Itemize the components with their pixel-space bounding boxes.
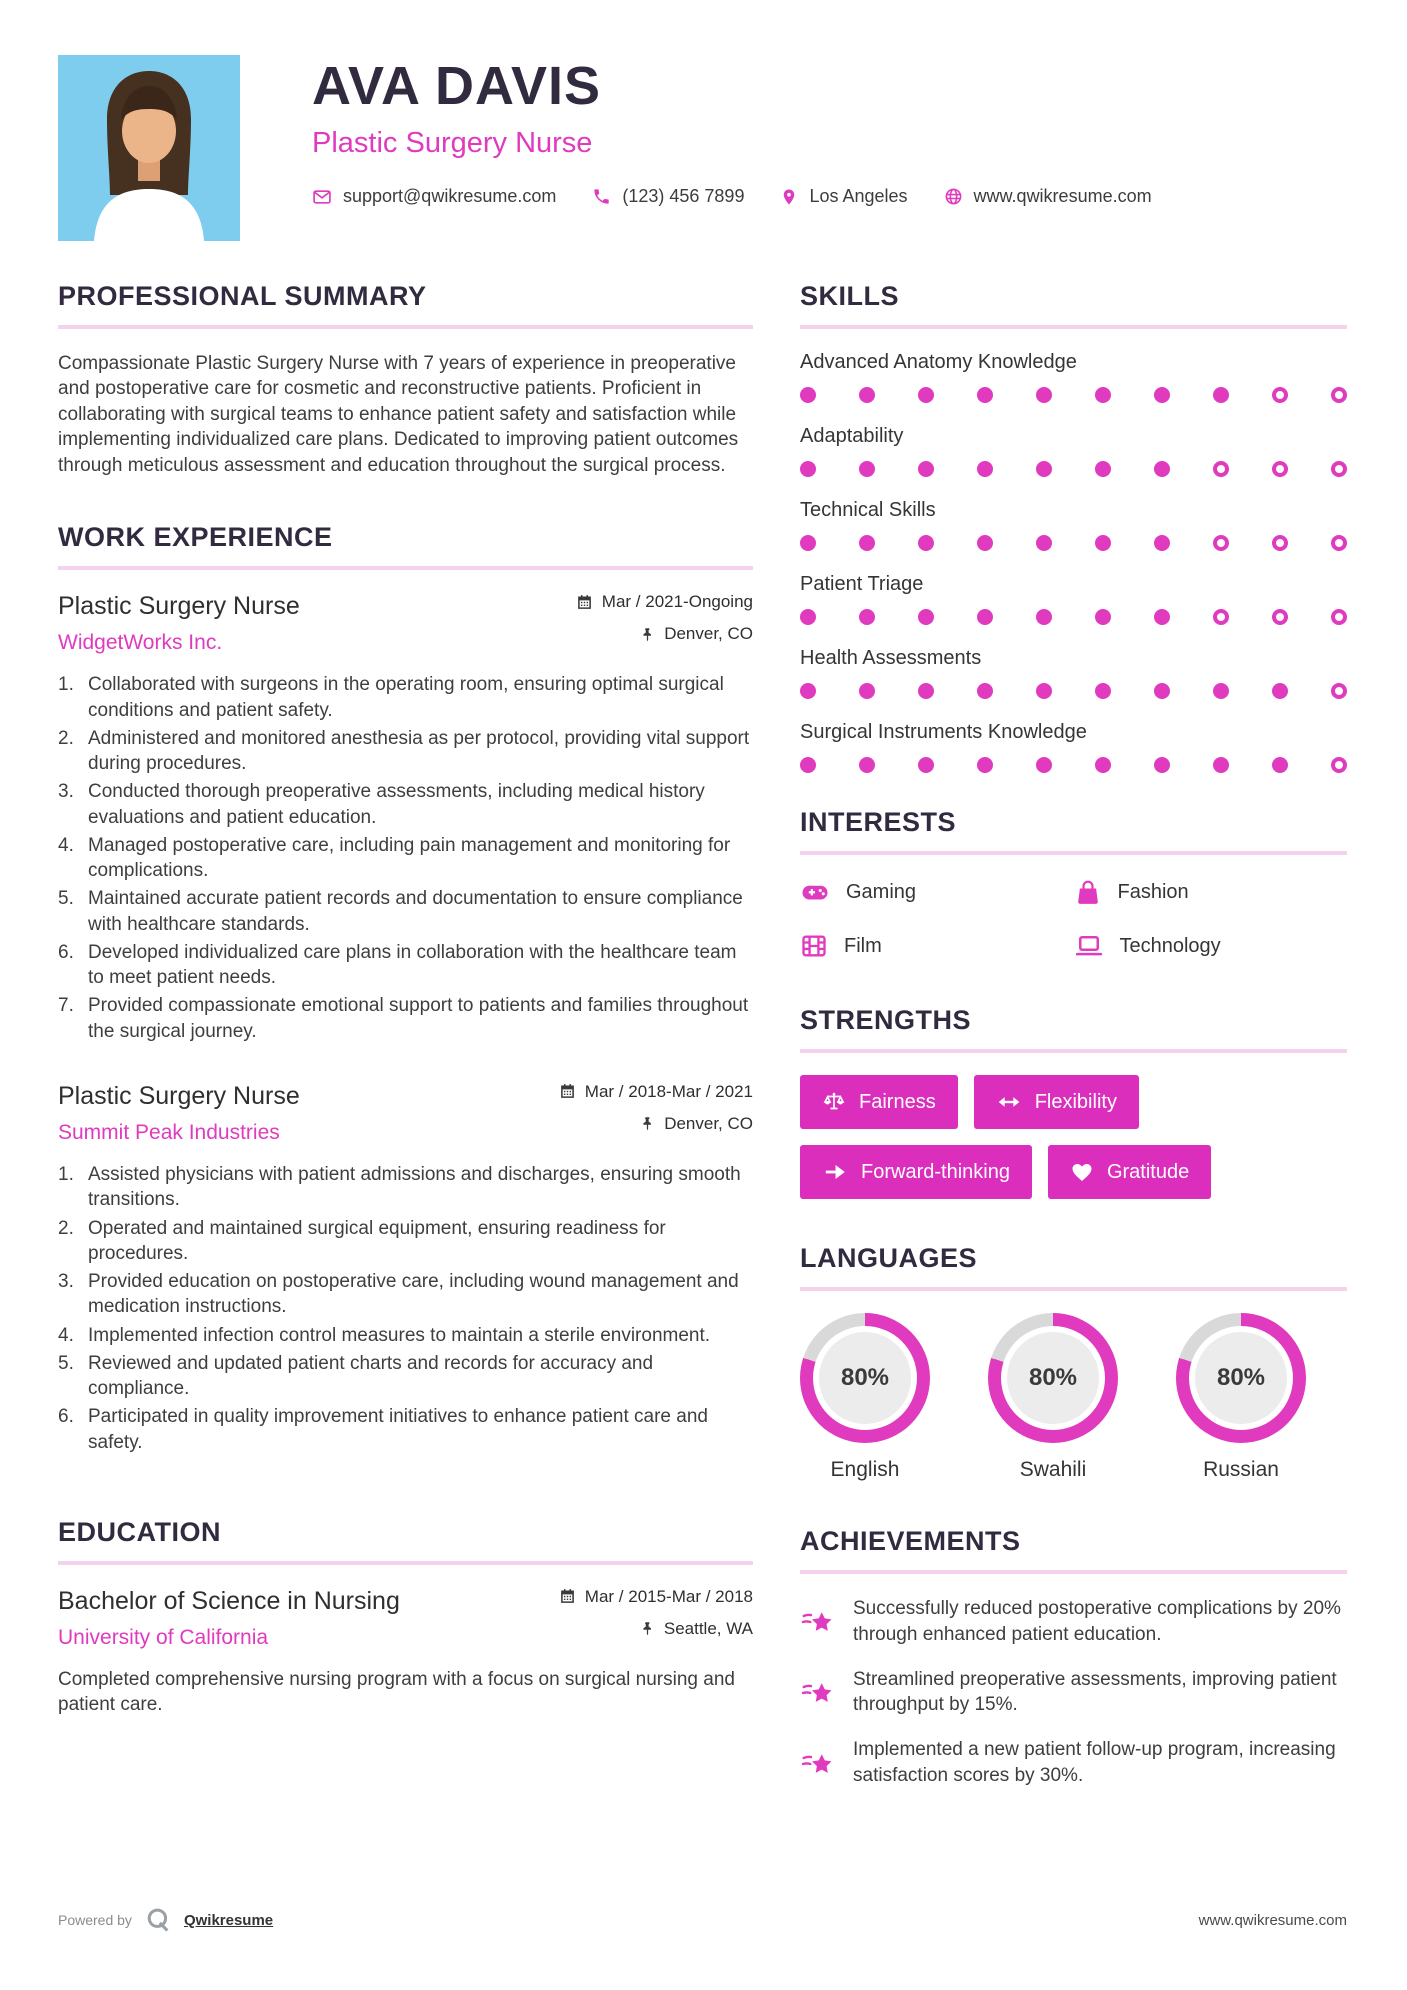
skill-dot-empty (1213, 535, 1229, 551)
section-work-experience (58, 522, 753, 1455)
job-title: Plastic Surgery Nurse (58, 1081, 300, 1110)
skill-dot-filled (918, 387, 934, 403)
skill-dot-empty (1331, 535, 1347, 551)
skill-dot-filled (800, 461, 816, 477)
skill-dot-filled (977, 757, 993, 773)
strength-badge-fairness (800, 1075, 958, 1129)
languages-list (800, 1313, 1347, 1482)
job-dates (559, 1082, 753, 1102)
contact-phone-text: (123) 456 7899 (622, 186, 745, 206)
achievement-item (800, 1596, 1347, 1648)
skill-dot-filled (800, 387, 816, 403)
strength-label: Flexibility (1034, 1090, 1117, 1113)
job-duty: Developed individualized care plans in collaboration with the healthcare team to meet patient needs. (88, 941, 737, 989)
pushpin-icon (640, 1116, 655, 1131)
donut-center-disc (819, 1332, 911, 1424)
skill-dot-empty (1331, 609, 1347, 625)
skill-dot-empty (1272, 387, 1288, 403)
contact-row (312, 186, 1152, 207)
achievement-text: Streamlined preoperative assessments, improving patient throughput by 15%. (853, 1668, 1337, 1716)
skill-dot-filled (977, 609, 993, 625)
achievements-divider (800, 1570, 1347, 1574)
skill-dot-filled (1036, 461, 1052, 477)
skills-heading: SKILLS (800, 281, 900, 311)
interest-item (800, 877, 1074, 907)
job-location (559, 1114, 753, 1134)
skill-dot-empty (1272, 461, 1288, 477)
strength-badge-flexibility (974, 1075, 1139, 1129)
skill-rating (800, 461, 1347, 477)
job-title: Plastic Surgery Nurse (58, 592, 300, 621)
strength-badge-forward-thinking (800, 1145, 1032, 1199)
skill-rating (800, 683, 1347, 699)
skills-list (800, 351, 1347, 773)
shooting-star-icon (800, 1596, 836, 1648)
donut-hole (1189, 1326, 1293, 1430)
skill-dot-filled (1036, 683, 1052, 699)
skill-row (800, 573, 1347, 625)
right-column (800, 281, 1347, 1833)
languages-divider (800, 1287, 1347, 1291)
skill-rating (800, 387, 1347, 403)
skill-dot-filled (1154, 535, 1170, 551)
shooting-star-icon (800, 1737, 836, 1789)
job-duty: Reviewed and updated patient charts and records for accuracy and compliance. (88, 1352, 654, 1400)
pushpin-icon (640, 627, 655, 642)
calendar-icon (559, 1083, 576, 1100)
achievement-item (800, 1737, 1347, 1789)
skill-dot-filled (1095, 387, 1111, 403)
job-header (58, 1082, 753, 1146)
footer-branding (58, 1906, 273, 1934)
section-languages (800, 1243, 1347, 1482)
skill-dot-filled (1095, 683, 1111, 699)
profile-photo-illustration (58, 55, 240, 241)
language-item (800, 1313, 930, 1482)
skill-dot-filled (1272, 757, 1288, 773)
skill-dot-filled (977, 461, 993, 477)
contact-email[interactable] (312, 186, 556, 207)
job-duty: Operated and maintained surgical equipment, ensuring readiness for procedures. (88, 1217, 666, 1264)
interest-label: Film (844, 934, 882, 957)
skill-dot-filled (1095, 461, 1111, 477)
heart-icon (1070, 1160, 1094, 1184)
skill-name: Technical Skills (800, 499, 936, 521)
interests-divider (800, 851, 1347, 855)
skill-name: Adaptability (800, 425, 904, 447)
contact-email-text: support@qwikresume.com (343, 186, 557, 206)
interest-item (800, 931, 1074, 961)
skill-dot-empty (1272, 535, 1288, 551)
skill-row (800, 425, 1347, 477)
skill-name: Patient Triage (800, 573, 924, 595)
job-entry (58, 592, 753, 1044)
pushpin-icon (640, 1621, 655, 1636)
language-name: English (830, 1458, 900, 1481)
header-info (312, 55, 1152, 241)
job-meta (576, 592, 753, 656)
skill-row (800, 351, 1347, 403)
job-duty: Maintained accurate patient records and documentation to ensure compliance with healthcare standards. (88, 888, 743, 935)
education-heading: EDUCATION (58, 1516, 221, 1547)
skill-dot-empty (1272, 609, 1288, 625)
skills-divider (800, 325, 1347, 329)
education-title-block (58, 1587, 400, 1650)
donut-center-disc (1007, 1332, 1099, 1424)
job-company: WidgetWorks Inc. (58, 631, 223, 655)
education-degree: Bachelor of Science in Nursing (58, 1586, 400, 1615)
skill-dot-filled (859, 683, 875, 699)
strengths-heading: STRENGTHS (800, 1005, 972, 1035)
skill-dot-filled (977, 535, 993, 551)
donut-hole (813, 1326, 917, 1430)
skill-dot-filled (1154, 461, 1170, 477)
skill-dot-filled (1036, 535, 1052, 551)
laptop-icon (1074, 931, 1104, 961)
job-duty: Provided compassionate emotional support to patients and families throughout the surgical journey. (88, 995, 749, 1042)
job-meta (559, 1082, 753, 1146)
section-achievements (800, 1526, 1347, 1789)
interest-label: Fashion (1117, 880, 1189, 903)
strengths-list (800, 1075, 1347, 1199)
skill-dot-filled (1036, 387, 1052, 403)
language-percent: 80% (1028, 1364, 1078, 1391)
strength-label: Gratitude (1106, 1160, 1190, 1183)
job-title-block (58, 592, 300, 655)
summary-heading: PROFESSIONAL SUMMARY (58, 281, 427, 311)
section-summary (58, 281, 753, 478)
calendar-icon (559, 1588, 576, 1605)
footer (58, 1906, 1347, 1934)
education-description: Completed comprehensive nursing program with a focus on surgical nursing and patient care. (58, 1668, 735, 1716)
film-icon (800, 932, 828, 960)
education-header (58, 1587, 753, 1651)
interest-item (1074, 931, 1348, 961)
section-strengths (800, 1005, 1347, 1199)
skill-dot-empty (1331, 757, 1347, 773)
skill-dot-filled (800, 609, 816, 625)
education-meta (559, 1587, 753, 1651)
skill-dot-filled (918, 461, 934, 477)
education-dates (559, 1587, 753, 1607)
skill-dot-filled (977, 683, 993, 699)
donut-hole (1001, 1326, 1105, 1430)
skill-dot-filled (1154, 757, 1170, 773)
job-dates-text: Mar / 2018-Mar / 2021 (584, 1081, 753, 1101)
interest-item (1074, 877, 1348, 907)
skill-dot-empty (1213, 461, 1229, 477)
skill-dot-filled (1213, 757, 1229, 773)
skill-dot-empty (1331, 387, 1347, 403)
globe-icon (944, 187, 963, 206)
achievements-list (800, 1596, 1347, 1789)
language-percent: 80% (840, 1364, 890, 1391)
skill-dot-filled (859, 609, 875, 625)
skill-dot-filled (918, 609, 934, 625)
donut-center-disc (1195, 1332, 1287, 1424)
header (0, 0, 1407, 241)
skill-rating (800, 535, 1347, 551)
skill-dot-filled (977, 387, 993, 403)
achievement-text: Successfully reduced postoperative complications by 20% through enhanced patient education. (853, 1598, 1341, 1645)
skill-dot-filled (1036, 757, 1052, 773)
strength-label: Forward-thinking (861, 1160, 1010, 1183)
education-school: University of California (58, 1625, 269, 1649)
job-duty: Collaborated with surgeons in the operating room, ensuring optimal surgical conditions and patient safety. (88, 674, 724, 721)
skill-dot-filled (1154, 683, 1170, 699)
footer-website-link[interactable]: www.qwikresume.com (1198, 1911, 1347, 1929)
job-header (58, 592, 753, 656)
profile-photo (58, 55, 240, 241)
section-interests (800, 807, 1347, 961)
skill-dot-filled (859, 461, 875, 477)
strength-label: Fairness (859, 1090, 936, 1113)
interests-list (800, 877, 1347, 961)
handbag-icon (1074, 878, 1102, 906)
skill-dot-empty (1331, 683, 1347, 699)
language-name: Swahili (1019, 1458, 1087, 1481)
strength-badge-gratitude (1048, 1145, 1211, 1199)
candidate-title: Plastic Surgery Nurse (312, 127, 593, 159)
language-donut-chart (988, 1313, 1118, 1443)
skill-rating (800, 609, 1347, 625)
skill-name: Health Assessments (800, 647, 982, 669)
skill-dot-empty (1213, 609, 1229, 625)
achievements-heading: ACHIEVEMENTS (800, 1526, 1021, 1556)
job-location (576, 624, 753, 644)
main-content (0, 281, 1407, 1833)
skill-row (800, 647, 1347, 699)
education-location (559, 1619, 753, 1639)
skill-dot-filled (1154, 609, 1170, 625)
job-duty: Administered and monitored anesthesia as per protocol, providing vital support during procedures. (88, 727, 750, 775)
skill-dot-filled (859, 535, 875, 551)
contact-location (780, 186, 907, 207)
work-divider (58, 566, 753, 570)
skill-dot-empty (1331, 461, 1347, 477)
envelope-icon (312, 187, 332, 207)
gamepad-icon (800, 877, 830, 907)
contact-website[interactable] (944, 186, 1152, 207)
candidate-name: AVA DAVIS (312, 56, 602, 116)
interest-label: Gaming (846, 880, 917, 903)
powered-by-text: Powered by (58, 1912, 132, 1928)
language-name: Russian (1203, 1458, 1279, 1481)
job-duty: Assisted physicians with patient admissions and discharges, ensuring smooth transitions. (88, 1163, 741, 1211)
skill-dot-filled (1095, 535, 1111, 551)
skill-dot-filled (800, 683, 816, 699)
skill-row (800, 499, 1347, 551)
skill-name: Surgical Instruments Knowledge (800, 721, 1087, 743)
job-duty: Participated in quality improvement initiatives to enhance patient care and safety. (88, 1406, 708, 1453)
language-item (1176, 1313, 1306, 1482)
location-pin-icon (780, 188, 798, 206)
qwikresume-logo-icon (144, 1906, 172, 1934)
shooting-star-icon (800, 1667, 836, 1719)
skill-dot-filled (859, 387, 875, 403)
left-column (58, 281, 753, 1833)
skill-dot-filled (1095, 757, 1111, 773)
summary-divider (58, 325, 753, 329)
language-donut-chart (800, 1313, 930, 1443)
calendar-icon (576, 594, 593, 611)
work-heading: WORK EXPERIENCE (58, 522, 333, 553)
job-company: Summit Peak Industries (58, 1120, 280, 1144)
skill-rating (800, 757, 1347, 773)
skill-dot-filled (918, 757, 934, 773)
contact-phone (592, 186, 744, 207)
skill-dot-filled (800, 757, 816, 773)
strengths-divider (800, 1049, 1347, 1053)
skill-dot-filled (800, 535, 816, 551)
qwikresume-brand-link[interactable]: Qwikresume (183, 1911, 274, 1929)
phone-icon (592, 187, 611, 206)
languages-heading: LANGUAGES (800, 1243, 978, 1273)
skill-dot-filled (918, 683, 934, 699)
skill-row (800, 721, 1347, 773)
language-donut-chart (1176, 1313, 1306, 1443)
skill-dot-filled (918, 535, 934, 551)
interests-heading: INTERESTS (800, 807, 957, 837)
job-duties (58, 1162, 753, 1455)
achievement-text: Implemented a new patient follow-up program, increasing satisfaction scores by 30%. (853, 1739, 1336, 1787)
language-percent: 80% (1216, 1364, 1266, 1391)
job-duty: Provided education on postoperative care, including wound management and medication instructions. (88, 1271, 739, 1318)
skill-dot-filled (859, 757, 875, 773)
skill-dot-filled (1095, 609, 1111, 625)
section-education (58, 1517, 753, 1718)
right-arrow-icon (822, 1159, 848, 1185)
left-right-arrow-icon (996, 1089, 1022, 1115)
job-dates (576, 592, 753, 612)
job-duty: Managed postoperative care, including pain management and monitoring for complications. (88, 834, 731, 882)
education-divider (58, 1561, 753, 1565)
section-skills (800, 281, 1347, 773)
summary-text: Compassionate Plastic Surgery Nurse with 7 years of experience in preoperative and postoperative care for cosmetic and reconstructive patients. Proficient in collaborating with surgical teams to enhance patient safety and satisfaction while implementing individualized care plans. Dedicated to improving patient outcomes through meticulous assessment and education throughout the surgical process. (58, 353, 739, 476)
job-duty: Conducted thorough preoperative assessments, including medical history evaluations and patient education. (88, 781, 705, 828)
contact-website-text: www.qwikresume.com (973, 186, 1152, 206)
achievement-item (800, 1667, 1347, 1719)
skill-dot-filled (1272, 683, 1288, 699)
education-dates-text: Mar / 2015-Mar / 2018 (584, 1586, 753, 1606)
job-duty: Implemented infection control measures to maintain a sterile environment. (88, 1324, 711, 1346)
skill-name: Advanced Anatomy Knowledge (800, 351, 1077, 373)
skill-dot-filled (1154, 387, 1170, 403)
job-title-block (58, 1082, 300, 1145)
scales-icon (822, 1090, 846, 1114)
interest-label: Technology (1119, 934, 1221, 957)
skill-dot-filled (1213, 387, 1229, 403)
skill-dot-filled (1036, 609, 1052, 625)
job-location-text: Denver, CO (664, 1113, 753, 1133)
contact-location-text: Los Angeles (809, 186, 908, 206)
job-dates-text: Mar / 2021-Ongoing (601, 592, 753, 612)
job-location-text: Denver, CO (664, 624, 753, 644)
language-item (988, 1313, 1118, 1482)
job-duties (58, 672, 753, 1044)
education-location-text: Seattle, WA (663, 1618, 753, 1638)
job-entry (58, 1082, 753, 1455)
skill-dot-filled (1213, 683, 1229, 699)
